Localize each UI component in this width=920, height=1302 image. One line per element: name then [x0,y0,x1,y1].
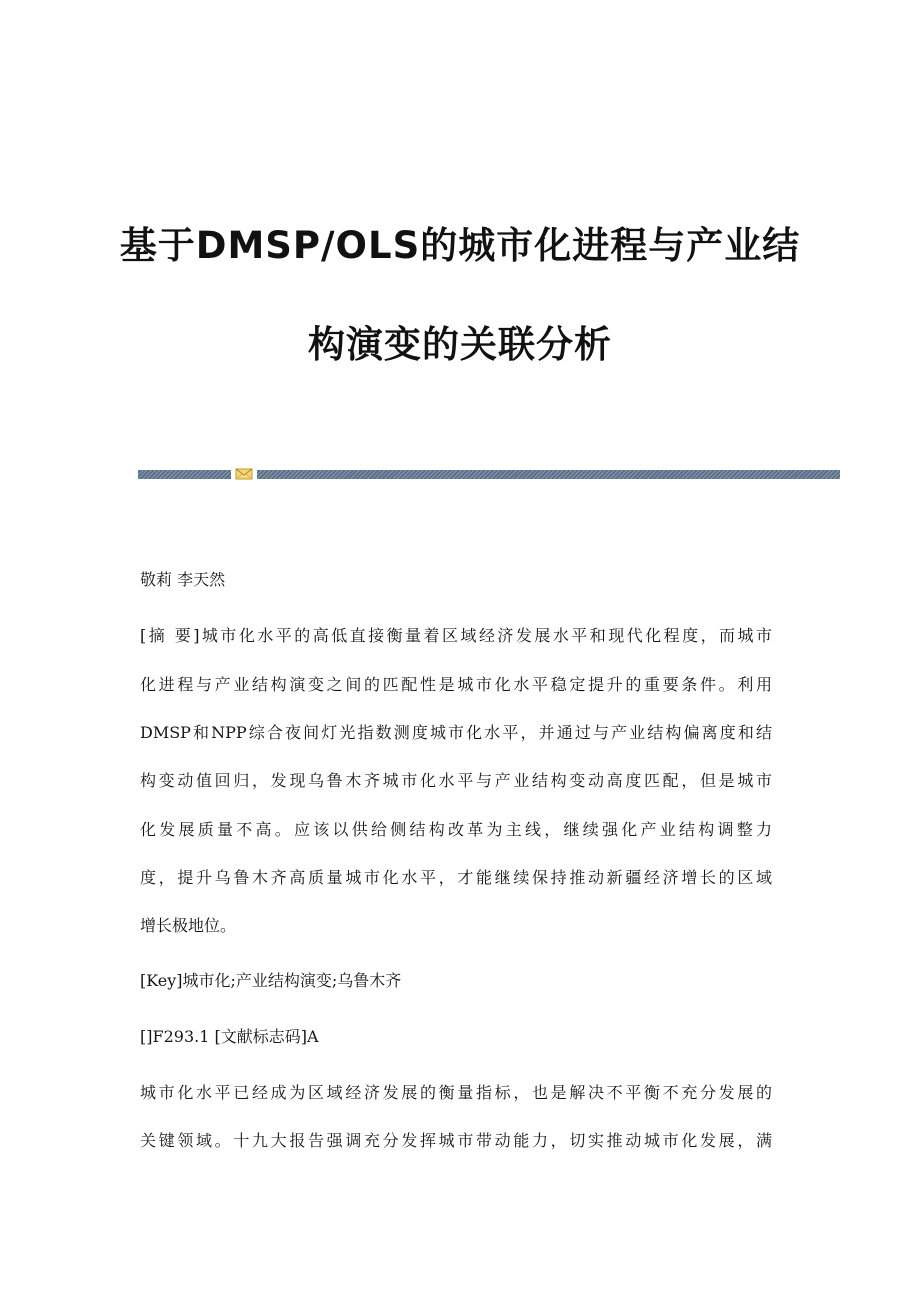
body-line: 关键领域。十九大报告强调充分发挥城市带动能力，切实推动城市化发展，满 [140,1131,772,1150]
abstract-line: 化发展质量不高。应该以供给侧结构改革为主线，继续强化产业结构调整力 [140,820,772,839]
divider-emblem-icon [235,466,253,482]
abstract-line: 化进程与产业结构演变之间的匹配性是城市化水平稳定提升的重要条件。利用 [140,675,772,694]
paper-title-line-2: 构演变的关联分析 [308,323,612,366]
paper-title-line-1: 基于DMSP/OLS的城市化进程与产业结 [119,224,801,267]
authors: 敬莉 李天然 [140,570,226,589]
body-line: 城市化水平已经成为区域经济发展的衡量指标，也是解决不平衡不充分发展的 [140,1083,772,1102]
classification-code: []F293.1 [文献标志码]A [140,1027,319,1046]
title-divider-left [138,470,231,479]
keywords: [Key]城市化;产业结构演变;乌鲁木齐 [140,971,402,990]
abstract-line: DMSP和NPP综合夜间灯光指数测度城市化水平，并通过与产业结构偏离度和结 [140,723,772,742]
abstract-line: 增长极地位。 [140,916,237,935]
title-divider-right [257,470,840,479]
abstract-line: 构变动值回归，发现乌鲁木齐城市化水平与产业结构变动高度匹配，但是城市 [140,771,772,790]
abstract-line: 度，提升乌鲁木齐高质量城市化水平，才能继续保持推动新疆经济增长的区域 [140,868,772,887]
abstract-line: [摘 要]城市化水平的高低直接衡量着区域经济发展水平和现代化程度，而城市 [140,626,772,645]
